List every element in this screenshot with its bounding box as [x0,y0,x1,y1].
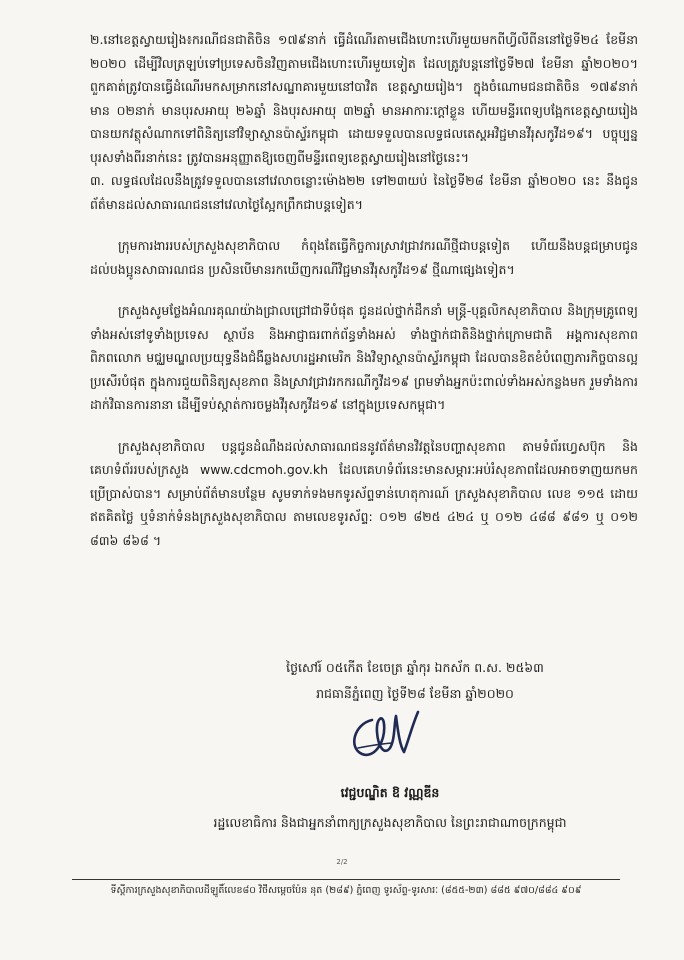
signer-name: វេជ្ជបណ្ឌិត ឱ វណ្ណឌីន [340,785,440,800]
paragraph-team-work: ក្រុមការងាររបស់ក្រសួងសុខាភិបាល កំពុងតែធ្វើកិច្ចការស្រាវជ្រាវករណីថ្មីជាបន្តទៀត ហើយនឹងបន្តជម្រាបជូនដល់បងប្អូនសាធារណជន ប្រសិនបើមានរកឃើញករណីវិជ្ជមានវីរុសកូវីដ១៩ ថ្មីណាផ្សេងទៀត។ [90,238,638,277]
footer-divider [72,879,620,880]
document-body [90,28,638,570]
paragraph-thanks: ក្រសួងសូមថ្លែងអំណរគុណយ៉ាងជ្រាលជ្រៅជាទីបំផុត ជូនដល់ថ្នាក់ដឹកនាំ មន្ត្រី-បុគ្គលិកសុខាភិបាល និងក្រុមគ្រូពេទ្យទាំងអស់នៅទូទាំងប្រទេស ស្ថាប័ន និងអាជ្ញាធរពាក់ព័ន្ធទាំងអស់ ទាំងថ្នាក់ជាតិនិងថ្នាក់ក្រោមជាតិ អង្គការសុខភាពពិភពលោក មជ្ឈមណ្ឌលប្រយុទ្ធនឹងជំងឺឆ្លងសហរដ្ឋអាមេរិក និងវិទ្យាស្ថានប៉ាស្ទ័រកម្ពុជា ដែលបានខិតខំបំពេញភារកិច្ចបានល្អប្រសើរបំផុត ក្នុងការជួយពិនិត្យសុខភាព និងស្រាវជ្រាវរកករណីកូវីដ១៩ ព្រមទាំងអ្នកប៉ះពាល់ទាំងអស់កន្លងមក រួមទាំងការដាក់វិធានការនានា ដើម្បីទប់ស្កាត់ការចម្លងវីរុសកូវីដ១៩ នៅក្នុងប្រទេសកម្ពុជា។ [90,303,638,412]
signer-title: រដ្ឋលេខាធិការ និងជាអ្នកនាំពាក្យក្រសួងសុខាភិបាល នៃព្រះរាជាណាចក្រកម្ពុជា [213,815,567,830]
signer-block [200,778,580,838]
paragraph-item-2: ២.នៅខេត្តស្វាយរៀង៖ករណីជនជាតិចិន ១៧៩នាក់ ធ្វើដំណើរតាមជើងហោះហើរមួយមកពីហ្វីលីពីននៅថ្ងៃទី២៤ ខែមីនា ២០២០ ដើម្បីវិលត្រឡប់ទៅប្រទេសចិនវិញតាមជើងហោះហើរមួយទៀត ដែលត្រូវបន្តនៅថ្ងៃទី២៧ ខែមីនា ឆ្នាំ២០២០។ ពួកគាត់ត្រូវបានធ្វើដំណើរមកសម្រាកនៅសណ្ឋាគារមួយនៅបាវិត ខេត្តស្វាយរៀង។ ក្នុងចំណោមជនជាតិចិន ១៧៩នាក់ មាន ០២នាក់ មានបុរសអាយុ ២៦ឆ្នាំ និងបុរសអាយុ ៣២ឆ្នាំ មានអាការៈក្តៅខ្លួន ហើយមន្ទីរពេទ្យបង្អែកខេត្តស្វាយរៀង បានយកវត្ថុសំណាកទៅពិនិត្យនៅវិទ្យាស្ថានប៉ាស្ទ័រកម្ពុជា ដោយទទួលបានលទ្ធផលតេស្តអវិជ្ជមានវីរុសកូវីដ១៩។ បច្ចុប្បន្ន បុរសទាំងពីរនាក់នេះ ត្រូវបានអនុញ្ញាតឱ្យចេញពីមន្ទីរពេទ្យខេត្តស្វាយរៀងនៅថ្ងៃនេះ។ [90,32,638,165]
footer-address: ទីស្តីការក្រសួងសុខាភិបាលដីឡូតិ៍លេខ៨០ វិថីសម្តេចប៉ែន នុត (២៨៩) ភ្នំពេញ ទូរស័ព្ទ-ទូរសារៈ (៨៥៥-២៣) ៨៨៥ ៩៧០/៨៨៤ ៩០៩ [110,885,582,896]
gregorian-date: រាជធានីភ្នំពេញ ថ្ងៃទី២៨ ខែមីនា ឆ្នាំ២០២០ [316,686,514,701]
paragraph-contact-info: ក្រសួងសុខាភិបាល បន្តជូនដំណឹងដល់សាធារណជននូវព័ត៌មានវិវត្តនៃបញ្ហាសុខភាព តាមទំព័រហ្វេសប៊ុក និងគេហទំព័ររបស់ក្រសួង www.cdcmoh.gov.kh ដែលគេហទំព័រនេះមានសម្ភារៈអប់រំសុខភាពដែលអាចទាញយកមកប្រើប្រាស់បាន។ សម្រាប់ព័ត៌មានបន្ថែម សូមទាក់ទងមកទូរស័ព្ទទាន់ហេតុការណ៍ ក្រសួងសុខាភិបាល លេខ ១១៥ ដោយឥតគិតថ្លៃ ឬទំនាក់ទំនងក្រសួងសុខាភិបាល តាមលេខទូរស័ព្ទ: ០១២ ៨២៥ ៤២៤ ឬ ០១២ ៤៨៨ ៩៨១ ឬ ០១២ ៨៣៦ ៨៦៨ ។ [90,438,638,548]
lunar-date: ថ្ងៃសៅរ៍ ០៥កើត ខែចេត្រ ឆ្នាំកុរ ឯកស័ក ព.ស. ២៥៦៣ [286,660,544,675]
paragraph-item-3: ៣. លទ្ធផលដែលនឹងត្រូវទទួលបាននៅវេលាចន្លោះម៉ោង២២ ទៅ២៣យប់ នៃថ្ងៃទី២៨ ខែមីនា ឆ្នាំ២០២០ នេះ នឹងជូនព័ត៌មានដល់សាធារណជននៅវេលាថ្ងៃស្អែកព្រឹកជាបន្តទៀត។ [90,173,638,212]
page-number: 2/2 [336,858,348,866]
date-block [250,655,580,707]
signature-image [340,702,430,762]
